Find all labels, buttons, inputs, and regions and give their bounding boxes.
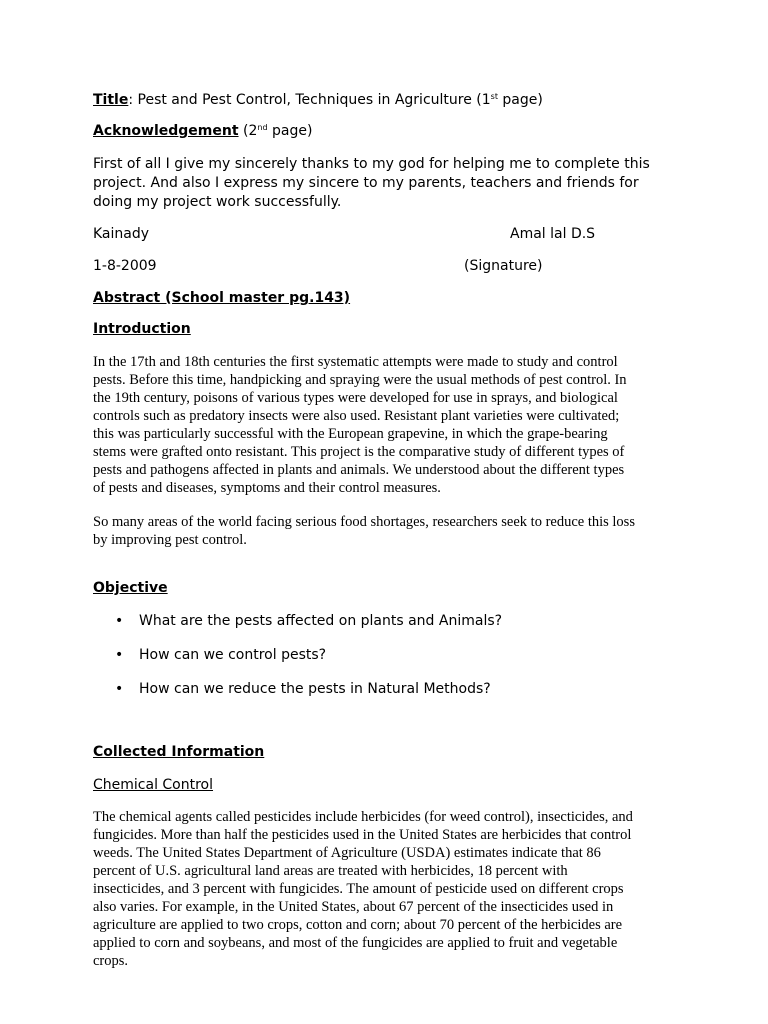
paragraph-line: crops. — [93, 953, 129, 969]
acknowledgement-suffix: page) — [267, 123, 313, 139]
document-title — [93, 91, 543, 110]
paragraph-line: stems were grafted onto resistant. This project is the comparative study of different types of — [93, 444, 625, 460]
objective-list — [93, 612, 683, 699]
paragraph-line: In the 17th and 18th centuries the first systematic attempts were made to study and control — [93, 354, 618, 370]
place-text: Kainady — [93, 226, 150, 242]
list-item — [93, 646, 683, 665]
title-label: Title — [93, 92, 129, 108]
paragraph-line: insecticides, and 3 percent with fungicides. The amount of pesticide used on different crops — [93, 881, 624, 897]
signature-text: (Signature) — [464, 258, 543, 274]
paragraph-line: weeds. The United States Department of Agriculture (USDA) estimates indicate that 86 — [93, 845, 601, 861]
bullet-icon: • — [115, 681, 124, 697]
list-item-text: How can we reduce the pests in Natural Methods? — [139, 681, 491, 697]
author-name: Amal lal D.S — [510, 226, 596, 242]
acknowledgement-pre: (2 — [238, 123, 258, 139]
acknowledgement-heading: Acknowledgement — [93, 123, 239, 139]
paragraph-line: of pests and diseases, symptoms and their control measures. — [93, 480, 441, 496]
paragraph-line: controls such as predatory insects were also used. Resistant plant varieties were cultivated; — [93, 408, 620, 424]
paragraph-line: doing my project work successfully. — [93, 194, 342, 210]
date-text: 1-8-2009 — [93, 258, 157, 274]
introduction-heading: Introduction — [93, 321, 191, 337]
list-item — [93, 612, 683, 631]
paragraph-line: project. And also I express my sincere to my parents, teachers and friends for — [93, 175, 639, 191]
paragraph-line: The chemical agents called pesticides include herbicides (for weed control), insecticides, and — [93, 809, 633, 825]
paragraph-line: First of all I give my sincerely thanks to my god for helping me to complete this — [93, 156, 650, 172]
paragraph-line: agriculture are applied to two crops, cotton and corn; about 70 percent of the herbicides are — [93, 917, 623, 933]
paragraph-line: fungicides. More than half the pesticides used in the United States are herbicides that control — [93, 827, 632, 843]
paragraph-line: pests. Before this time, handpicking and spraying were the usual methods of pest control. In — [93, 372, 627, 388]
paragraph-line: also varies. For example, in the United States, about 67 percent of the insecticides used in — [93, 899, 614, 915]
title-text: : Pest and Pest Control, Techniques in Agriculture (1 — [128, 92, 491, 108]
bullet-icon: • — [115, 613, 124, 629]
acknowledgement-paragraph — [93, 155, 650, 212]
list-item-text: What are the pests affected on plants and Animals? — [139, 613, 503, 629]
title-suffix: page) — [497, 92, 543, 108]
introduction-paragraph-2 — [93, 513, 635, 549]
paragraph-line: the 19th century, poisons of various types were developed for use in sprays, and biological — [93, 390, 618, 406]
bullet-icon: • — [115, 647, 124, 663]
chemical-control-paragraph — [93, 808, 633, 970]
acknowledgement-heading-line — [93, 122, 312, 141]
collected-information-heading: Collected Information — [93, 744, 265, 760]
paragraph-line: this was particularly successful with the European grapevine, in which the grape-bearing — [93, 426, 608, 442]
list-item-text: How can we control pests? — [139, 647, 327, 663]
list-item — [93, 680, 683, 699]
objective-heading: Objective — [93, 580, 168, 596]
abstract-heading: Abstract (School master pg.143) — [93, 290, 351, 306]
paragraph-line: So many areas of the world facing serious food shortages, researchers seek to reduce this loss — [93, 514, 635, 530]
chemical-control-heading: Chemical Control — [93, 777, 214, 793]
paragraph-line: by improving pest control. — [93, 532, 247, 548]
paragraph-line: applied to corn and soybeans, and most of the fungicides are applied to fruit and vegetable — [93, 935, 618, 951]
paragraph-line: percent of U.S. agricultural land areas are treated with herbicides, 18 percent with — [93, 863, 568, 879]
introduction-paragraph-1 — [93, 353, 627, 497]
acknowledgement-sup: nd — [257, 123, 268, 132]
title-sup: st — [490, 92, 498, 101]
paragraph-line: pests and pathogens affected in plants and animals. We understood about the different types — [93, 462, 625, 478]
